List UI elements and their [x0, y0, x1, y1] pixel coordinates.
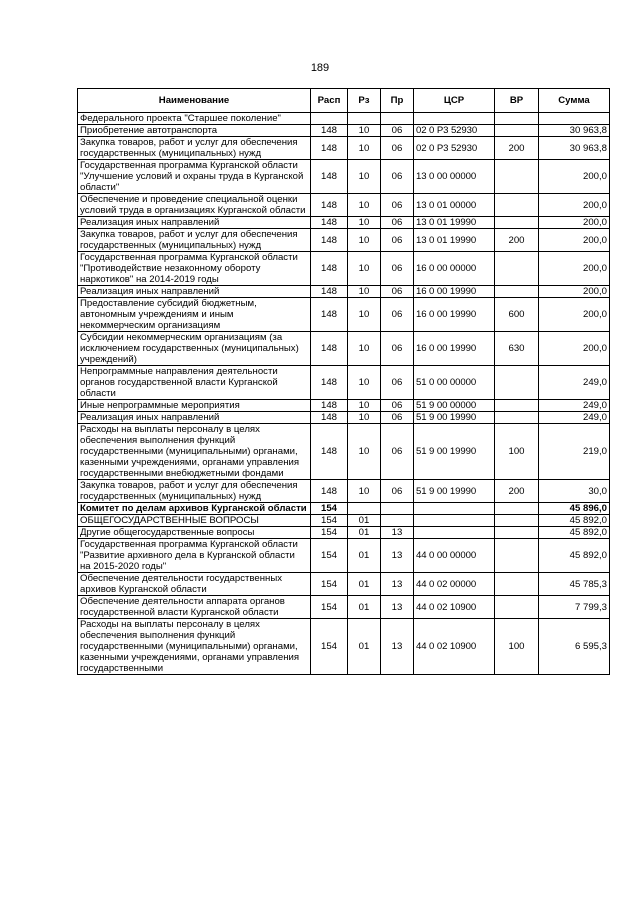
cell-sum: 200,0: [539, 252, 610, 286]
table-row: [78, 527, 610, 539]
table-row: [78, 125, 610, 137]
table-header-row: [78, 89, 610, 113]
table-row: [78, 573, 610, 596]
cell-rasp: 148: [311, 137, 348, 160]
cell-csr: 51 0 00 00000: [414, 366, 495, 400]
cell-name: Закупка товаров, работ и услуг для обеспечения государственных (муниципальных) нужд: [78, 480, 311, 503]
cell-rz: 10: [348, 160, 381, 194]
cell-name: Другие общегосударственные вопросы: [78, 527, 311, 539]
header-rasp: Расп: [311, 89, 348, 113]
cell-rasp: 148: [311, 217, 348, 229]
header-csr: ЦСР: [414, 89, 495, 113]
cell-sum: 30 963,8: [539, 125, 610, 137]
header-sum: Сумма: [539, 89, 610, 113]
cell-pr: 06: [381, 125, 414, 137]
cell-vr: [495, 527, 539, 539]
cell-rasp: 148: [311, 332, 348, 366]
cell-pr: [381, 515, 414, 527]
cell-csr: [414, 515, 495, 527]
cell-name: Предоставление субсидий бюджетным, автономным учреждениям и иным некоммерческим организациям: [78, 298, 311, 332]
cell-vr: [495, 286, 539, 298]
cell-name: Государственная программа Курганской области "Противодействие незаконному обороту наркотиков" на 2014-2019 годы: [78, 252, 311, 286]
cell-vr: [495, 515, 539, 527]
header-name: Наименование: [78, 89, 311, 113]
cell-sum: 219,0: [539, 424, 610, 480]
cell-name: Обеспечение и проведение специальной оценки условий труда в организациях Курганской области: [78, 194, 311, 217]
cell-csr: 44 0 02 10900: [414, 619, 495, 675]
cell-sum: 249,0: [539, 366, 610, 400]
cell-vr: [495, 400, 539, 412]
cell-sum: [539, 113, 610, 125]
cell-rz: 10: [348, 480, 381, 503]
table-row: [78, 113, 610, 125]
cell-rasp: 148: [311, 424, 348, 480]
cell-sum: 200,0: [539, 229, 610, 252]
cell-rasp: 148: [311, 412, 348, 424]
cell-rz: 10: [348, 194, 381, 217]
cell-sum: 249,0: [539, 400, 610, 412]
cell-rasp: 154: [311, 527, 348, 539]
table-row: [78, 400, 610, 412]
cell-csr: 44 0 02 00000: [414, 573, 495, 596]
cell-pr: 06: [381, 480, 414, 503]
cell-vr: [495, 596, 539, 619]
table-row: [78, 539, 610, 573]
cell-sum: 200,0: [539, 298, 610, 332]
cell-name: Расходы на выплаты персоналу в целях обеспечения выполнения функций государственными (муниципальными) органами, казенными учреждениями, органами управления государственными внебюджетными фондами: [78, 424, 311, 480]
cell-rasp: [311, 113, 348, 125]
cell-vr: [495, 125, 539, 137]
cell-name: Федерального проекта "Старшее поколение": [78, 113, 311, 125]
cell-csr: 44 0 02 10900: [414, 596, 495, 619]
cell-pr: 06: [381, 252, 414, 286]
table-row: [78, 286, 610, 298]
cell-rasp: 148: [311, 366, 348, 400]
cell-rz: 10: [348, 137, 381, 160]
cell-rasp: 148: [311, 229, 348, 252]
table-row: [78, 217, 610, 229]
table-row: [78, 480, 610, 503]
cell-rz: 01: [348, 539, 381, 573]
cell-pr: 13: [381, 573, 414, 596]
cell-rasp: 148: [311, 125, 348, 137]
cell-csr: [414, 113, 495, 125]
cell-csr: 13 0 01 19990: [414, 229, 495, 252]
header-vr: ВР: [495, 89, 539, 113]
cell-name: Закупка товаров, работ и услуг для обеспечения государственных (муниципальных) нужд: [78, 137, 311, 160]
cell-rz: [348, 113, 381, 125]
cell-pr: 06: [381, 400, 414, 412]
cell-rz: 10: [348, 298, 381, 332]
table-body: [78, 113, 610, 675]
table-row: [78, 137, 610, 160]
table-row: [78, 194, 610, 217]
table-row: [78, 298, 610, 332]
cell-csr: 51 9 00 19990: [414, 424, 495, 480]
cell-sum: 249,0: [539, 412, 610, 424]
cell-rasp: 154: [311, 515, 348, 527]
cell-rz: 10: [348, 400, 381, 412]
cell-sum: 200,0: [539, 286, 610, 298]
cell-rz: 10: [348, 252, 381, 286]
table-row: [78, 332, 610, 366]
header-rz: Рз: [348, 89, 381, 113]
cell-name: Закупка товаров, работ и услуг для обеспечения государственных (муниципальных) нужд: [78, 229, 311, 252]
cell-name: Расходы на выплаты персоналу в целях обеспечения выполнения функций государственными (муниципальными) органами, казенными учреждениями, органами управления государственными: [78, 619, 311, 675]
cell-rz: 10: [348, 332, 381, 366]
cell-csr: [414, 503, 495, 515]
cell-vr: [495, 113, 539, 125]
cell-rz: 10: [348, 366, 381, 400]
cell-vr: [495, 539, 539, 573]
cell-name: Реализация иных направлений: [78, 286, 311, 298]
cell-sum: 7 799,3: [539, 596, 610, 619]
cell-vr: 200: [495, 480, 539, 503]
cell-vr: [495, 366, 539, 400]
table-row: [78, 229, 610, 252]
cell-sum: 6 595,3: [539, 619, 610, 675]
cell-pr: 06: [381, 217, 414, 229]
cell-name: Реализация иных направлений: [78, 217, 311, 229]
cell-vr: 200: [495, 137, 539, 160]
cell-csr: 51 9 00 00000: [414, 400, 495, 412]
table-row: [78, 412, 610, 424]
cell-rz: 10: [348, 217, 381, 229]
cell-rz: 01: [348, 596, 381, 619]
cell-rz: 01: [348, 527, 381, 539]
table-row: [78, 515, 610, 527]
cell-csr: 02 0 P3 52930: [414, 125, 495, 137]
cell-name: Обеспечение деятельности аппарата органов государственной власти Курганской области: [78, 596, 311, 619]
cell-rasp: 148: [311, 252, 348, 286]
cell-name: Непрограммные направления деятельности органов государственной власти Курганской области: [78, 366, 311, 400]
cell-sum: 200,0: [539, 332, 610, 366]
cell-csr: [414, 527, 495, 539]
cell-pr: 13: [381, 619, 414, 675]
cell-name: Иные непрограммные мероприятия: [78, 400, 311, 412]
cell-name: Комитет по делам архивов Курганской области: [78, 503, 311, 515]
cell-csr: 13 0 01 19990: [414, 217, 495, 229]
cell-vr: [495, 412, 539, 424]
cell-sum: 200,0: [539, 160, 610, 194]
cell-pr: 06: [381, 412, 414, 424]
cell-rasp: 148: [311, 160, 348, 194]
table-row: [78, 252, 610, 286]
cell-csr: 13 0 01 00000: [414, 194, 495, 217]
cell-sum: 200,0: [539, 194, 610, 217]
table-row: [78, 160, 610, 194]
cell-vr: 100: [495, 424, 539, 480]
cell-pr: 06: [381, 424, 414, 480]
cell-vr: [495, 573, 539, 596]
cell-csr: 16 0 00 19990: [414, 332, 495, 366]
cell-vr: [495, 160, 539, 194]
cell-rasp: 148: [311, 400, 348, 412]
cell-pr: 06: [381, 286, 414, 298]
cell-csr: 02 0 P3 52930: [414, 137, 495, 160]
page-number: 189: [310, 62, 330, 74]
cell-vr: 600: [495, 298, 539, 332]
cell-sum: 45 892,0: [539, 515, 610, 527]
cell-rasp: 148: [311, 480, 348, 503]
cell-pr: 13: [381, 596, 414, 619]
cell-csr: 44 0 00 00000: [414, 539, 495, 573]
cell-pr: 06: [381, 229, 414, 252]
cell-name: Реализация иных направлений: [78, 412, 311, 424]
cell-vr: 200: [495, 229, 539, 252]
table-row: [78, 619, 610, 675]
cell-csr: 16 0 00 19990: [414, 286, 495, 298]
cell-pr: 06: [381, 366, 414, 400]
cell-rasp: 154: [311, 539, 348, 573]
cell-vr: [495, 217, 539, 229]
cell-rasp: 154: [311, 619, 348, 675]
cell-sum: 45 896,0: [539, 503, 610, 515]
cell-vr: [495, 194, 539, 217]
cell-rz: 01: [348, 573, 381, 596]
cell-vr: 630: [495, 332, 539, 366]
cell-pr: 06: [381, 194, 414, 217]
cell-rasp: 154: [311, 503, 348, 515]
cell-csr: 51 9 00 19990: [414, 412, 495, 424]
cell-rasp: 154: [311, 573, 348, 596]
cell-name: Государственная программа Курганской области "Развитие архивного дела в Курганской области на 2015-2020 годы": [78, 539, 311, 573]
cell-rz: 10: [348, 229, 381, 252]
cell-rasp: 148: [311, 286, 348, 298]
cell-csr: 16 0 00 19990: [414, 298, 495, 332]
cell-sum: 30,0: [539, 480, 610, 503]
cell-rasp: 154: [311, 596, 348, 619]
cell-name: Субсидии некоммерческим организациям (за исключением государственных (муниципальных) учреждений): [78, 332, 311, 366]
cell-sum: 45 892,0: [539, 539, 610, 573]
table-row: [78, 424, 610, 480]
header-pr: Пр: [381, 89, 414, 113]
table-row: [78, 366, 610, 400]
cell-rz: 10: [348, 424, 381, 480]
cell-sum: 45 785,3: [539, 573, 610, 596]
cell-pr: 13: [381, 539, 414, 573]
cell-sum: 30 963,8: [539, 137, 610, 160]
table-row: [78, 503, 610, 515]
cell-sum: 200,0: [539, 217, 610, 229]
cell-rz: 10: [348, 286, 381, 298]
cell-vr: 100: [495, 619, 539, 675]
cell-csr: 13 0 00 00000: [414, 160, 495, 194]
cell-csr: 16 0 00 00000: [414, 252, 495, 286]
cell-csr: 51 9 00 19990: [414, 480, 495, 503]
cell-pr: [381, 113, 414, 125]
cell-name: ОБЩЕГОСУДАРСТВЕННЫЕ ВОПРОСЫ: [78, 515, 311, 527]
cell-rasp: 148: [311, 194, 348, 217]
cell-pr: 06: [381, 160, 414, 194]
budget-table: [77, 88, 610, 675]
cell-name: Государственная программа Курганской области "Улучшение условий и охраны труда в Курганской области": [78, 160, 311, 194]
cell-vr: [495, 252, 539, 286]
cell-rz: 01: [348, 515, 381, 527]
cell-rz: 10: [348, 412, 381, 424]
cell-pr: 06: [381, 137, 414, 160]
cell-vr: [495, 503, 539, 515]
cell-name: Обеспечение деятельности государственных архивов Курганской области: [78, 573, 311, 596]
cell-pr: 13: [381, 527, 414, 539]
cell-rz: [348, 503, 381, 515]
cell-name: Приобретение автотранспорта: [78, 125, 311, 137]
table-row: [78, 596, 610, 619]
cell-pr: 06: [381, 298, 414, 332]
cell-pr: 06: [381, 332, 414, 366]
cell-pr: [381, 503, 414, 515]
cell-rasp: 148: [311, 298, 348, 332]
cell-rz: 01: [348, 619, 381, 675]
cell-rz: 10: [348, 125, 381, 137]
cell-sum: 45 892,0: [539, 527, 610, 539]
